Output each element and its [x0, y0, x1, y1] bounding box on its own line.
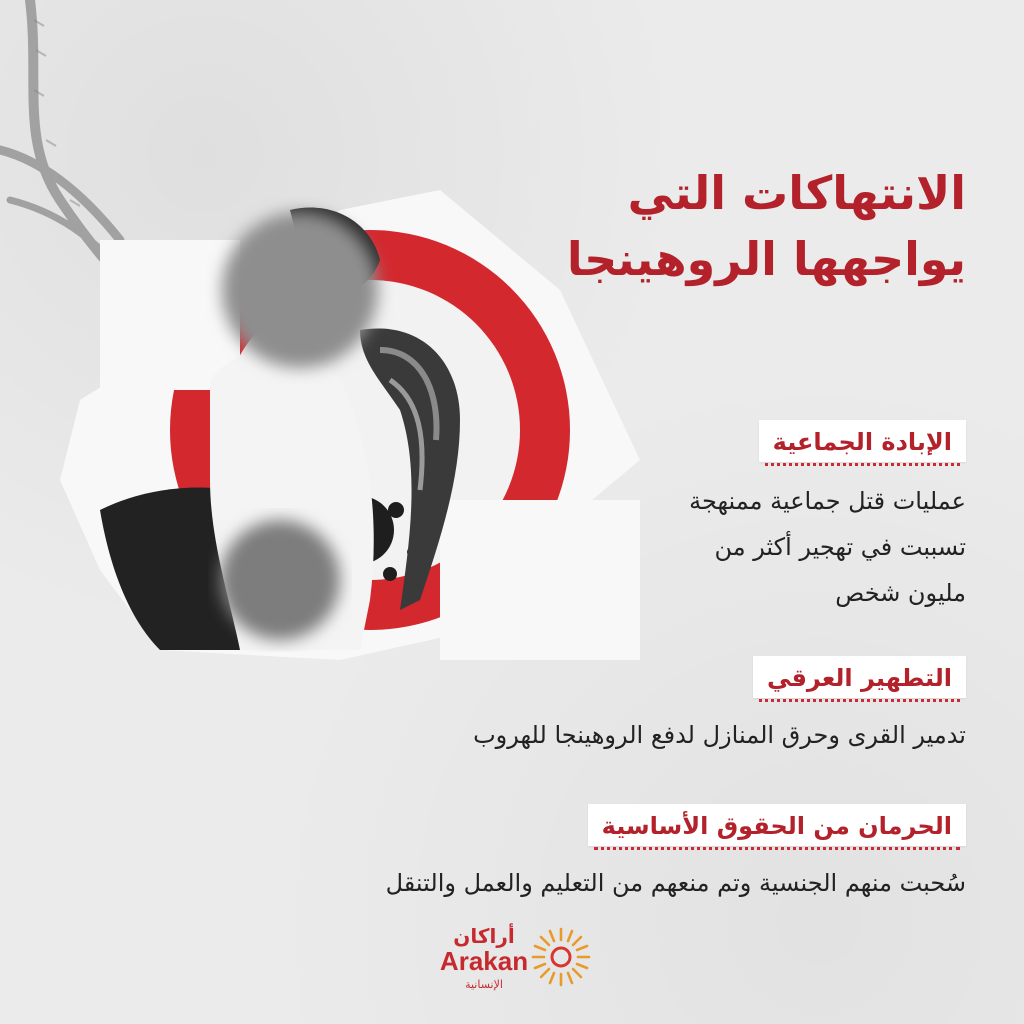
- section-heading-rights-deprivation: الحرمان من الحقوق الأساسية: [588, 804, 966, 846]
- section-heading-genocide: الإبادة الجماعية: [759, 420, 966, 462]
- title-line-1: الانتهاكات التي: [627, 166, 966, 220]
- text-line: عمليات قتل جماعية ممنهجة: [689, 487, 966, 515]
- section-text-rights-deprivation: [246, 860, 966, 906]
- logo-english-text: Arakan: [439, 946, 529, 976]
- section-text-genocide: [546, 478, 966, 616]
- text-line: تسببت في تهجير أكثر من: [714, 533, 966, 561]
- logo-subtitle: الإنسانية: [465, 978, 503, 991]
- sun-logo-icon: [530, 926, 592, 988]
- blurred-face-child: [220, 520, 340, 640]
- arakan-logo: [428, 922, 598, 1002]
- text-line: سُحبت منهم الجنسية وتم منعهم من التعليم والعمل والتنقل: [385, 869, 966, 897]
- section-heading-ethnic-cleansing: التطهير العرقي: [753, 656, 966, 698]
- page-title: [406, 160, 966, 292]
- text-line: تدمير القرى وحرق المنازل لدفع الروهينجا للهروب: [473, 721, 966, 749]
- logo-arabic-text: أراكان: [453, 924, 515, 948]
- title-line-2: يواجهها الروهينجا: [566, 232, 966, 286]
- section-text-ethnic-cleansing: [266, 712, 966, 758]
- blurred-face-adult: [222, 212, 378, 368]
- text-line: مليون شخص: [835, 579, 966, 607]
